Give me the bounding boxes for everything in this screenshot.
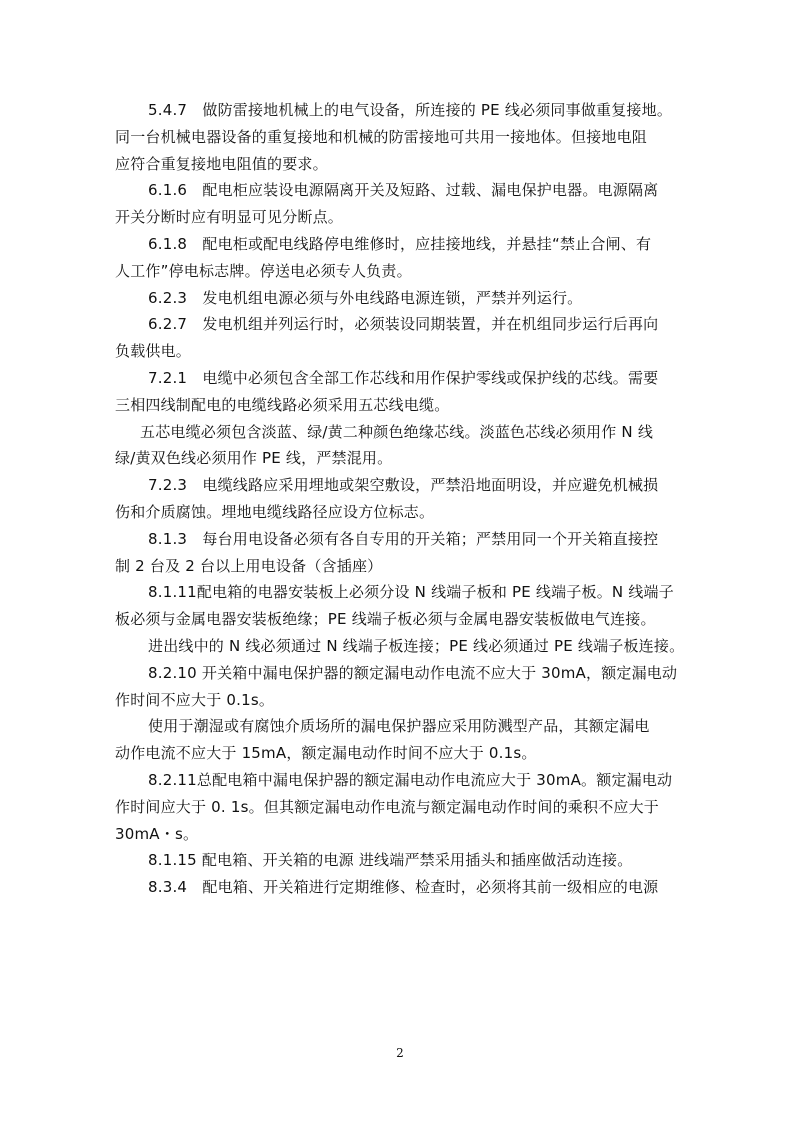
text-line: 6.1.6 配电柜应装设电源隔离开关及短路、过载、漏电保护电器。电源隔离 (148, 181, 659, 199)
text-line: 人工作”停电标志牌。停送电必须专人负责。 (115, 262, 412, 280)
text-line: 7.2.1 电缆中必须包含全部工作芯线和用作保护零线或保护线的芯线。需要 (148, 369, 659, 387)
text-line: 进出线中的 N 线必须通过 N 线端子板连接；PE 线必须通过 PE 线端子板连接。 (148, 637, 685, 655)
text-line: 7.2.3 电缆线路应采用埋地或架空敷设，严禁沿地面明设，并应避免机械损 (148, 476, 659, 494)
text-line: 负载供电。 (115, 342, 192, 360)
text-line: 6.2.3 发电机组电源必须与外电线路电源连锁，严禁并列运行。 (148, 289, 583, 307)
text-line: 作时间不应大于 0.1s。 (115, 691, 275, 709)
text-line: 6.1.8 配电柜或配电线路停电维修时，应挂接地线，并悬挂“禁止合闸、有 (148, 235, 652, 253)
text-line: 6.2.7 发电机组并列运行时，必须装设同期装置，并在机组同步运行后再向 (148, 315, 659, 333)
text-line: 应符合重复接地电阻值的要求。 (115, 155, 328, 173)
text-line: 8.2.10 开关箱中漏电保护器的额定漏电动作电流不应大于 30mA，额定漏电动 (148, 664, 678, 682)
text-line: 同一台机械电器设备的重复接地和机械的防雷接地可共用一接地体。但接地电阻 (115, 128, 648, 146)
page-number: 2 (396, 1046, 404, 1060)
text-line: 五芯电缆必须包含淡蓝、绿/黄二种颜色绝缘芯线。淡蓝色芯线必须用作 N 线 (140, 423, 654, 441)
text-line: 8.1.11配电箱的电器安装板上必须分设 N 线端子板和 PE 线端子板。N 线端子 (148, 583, 674, 601)
text-line: 作时间应大于 0. 1s。但其额定漏电动作电流与额定漏电动作时间的乘积不应大于 (115, 798, 660, 816)
text-line: 开关分断时应有明显可见分断点。 (115, 208, 344, 226)
text-line: 伤和介质腐蚀。埋地电缆线路径应设方位标志。 (115, 503, 435, 521)
text-line: 5.4.7 做防雷接地机械上的电气设备，所连接的 PE 线必须同事做重复接地。 (148, 101, 673, 119)
text-line: 8.3.4 配电箱、开关箱进行定期维修、检查时，必须将其前一级相应的电源 (148, 878, 659, 896)
text-line: 使用于潮湿或有腐蚀介质场所的漏电保护器应采用防溅型产品，其额定漏电 (148, 717, 650, 735)
text-line: 30mA・s。 (115, 825, 199, 843)
text-line: 动作电流不应大于 15mA，额定漏电动作时间不应大于 0.1s。 (115, 744, 537, 762)
text-line: 板必须与金属电器安装板绝缘；PE 线端子板必须与金属电器安装板做电气连接。 (115, 610, 656, 628)
text-line: 8.2.11总配电箱中漏电保护器的额定漏电动作电流应大于 30mA。额定漏电动 (148, 771, 673, 789)
text-line: 三相四线制配电的电缆线路必须采用五芯线电缆。 (115, 396, 450, 414)
text-line: 8.1.3 每台用电设备必须有各自专用的开关箱；严禁用同一个开关箱直接控 (148, 530, 659, 548)
text-line: 8.1.15 配电箱、开关箱的电源 进线端严禁采用插头和插座做活动连接。 (148, 851, 633, 869)
text-line: 制 2 台及 2 台以上用电设备（含插座） (115, 557, 383, 575)
text-line: 绿/黄双色线必须用作 PE 线，严禁混用。 (115, 449, 393, 467)
